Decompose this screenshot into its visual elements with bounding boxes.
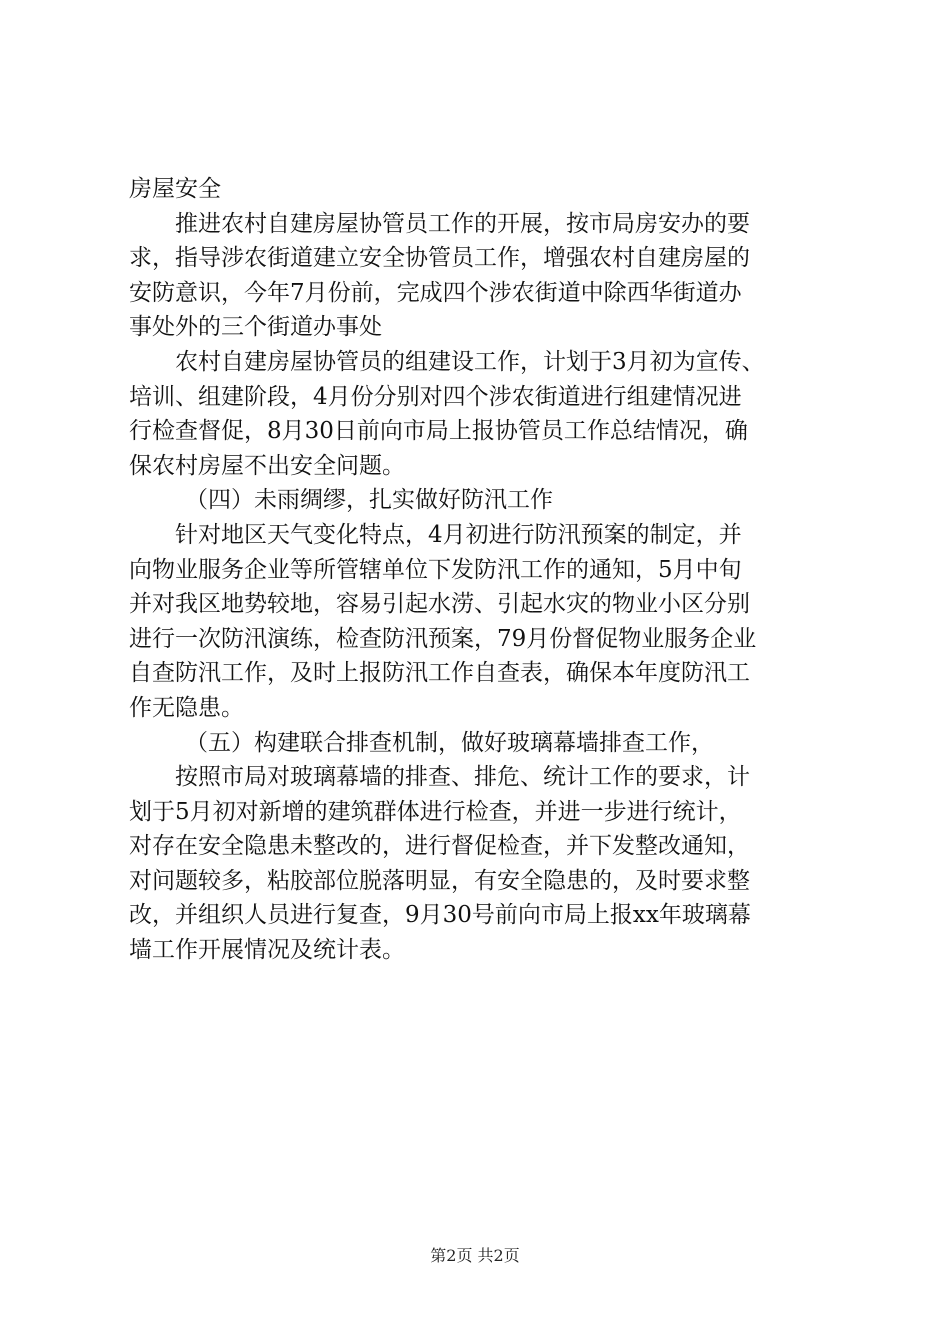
text-line: 划于5月初对新增的建筑群体进行检查，并进一步进行统计， [129,798,742,825]
text-line: 对存在安全隐患未整改的，进行督促检查，并下发整改通知， [129,833,750,860]
text-line: 保农村房屋不出安全问题。 [129,452,405,479]
text-line: 进行一次防汛演练，检查防汛预案，79月份督促物业服务企业 [129,625,757,652]
paragraph-first-line: 推进农村自建房屋协管员工作的开展，按市局房安办的要 [175,210,750,237]
text-line: 培训、组建阶段，4月份分别对四个涉农街道进行组建情况进 [129,383,742,410]
text-line: 房屋安全 [129,176,221,202]
text-line: 求，指导涉农街道建立安全协管员工作，增强农村自建房屋的 [129,245,750,272]
page-footer [0,1243,950,1266]
text-line: 事处外的三个街道办事处 [129,314,382,341]
paragraph-first-line: 按照市局对玻璃幕墙的排查、排危、统计工作的要求，计 [175,764,750,791]
section-heading: （四）未雨绸缪，扎实做好防汛工作 [185,487,553,514]
text-line: 行检查督促，8月30日前向市局上报协管员工作总结情况，确 [129,418,748,445]
page-number-label: 第2页 共2页 [430,1246,520,1265]
text-line: 向物业服务企业等所管辖单位下发防汛工作的通知，5月中旬 [129,556,742,583]
text-line: 作无隐患。 [129,694,244,721]
document-body [129,172,829,968]
text-line: 并对我区地势较地，容易引起水涝、引起水灾的物业小区分别 [129,591,750,618]
text-line: 自查防汛工作，及时上报防汛工作自查表，确保本年度防汛工 [129,660,750,687]
paragraph-first-line: 针对地区天气变化特点，4月初进行防汛预案的制定，并 [175,521,742,548]
paragraph-first-line: 农村自建房屋协管员的组建设工作，计划于3月初为宣传、 [175,348,765,375]
text-line: 安防意识，今年7月份前，完成四个涉农街道中除西华街道办 [129,279,742,306]
section-heading: （五）构建联合排查机制，做好玻璃幕墙排查工作， [185,729,714,756]
text-line: 改，并组织人员进行复查，9月30号前向市局上报xx年玻璃幕 [129,902,751,929]
text-line: 墙工作开展情况及统计表。 [129,937,405,964]
text-line: 对问题较多，粘胶部位脱落明显，有安全隐患的，及时要求整 [129,867,750,894]
